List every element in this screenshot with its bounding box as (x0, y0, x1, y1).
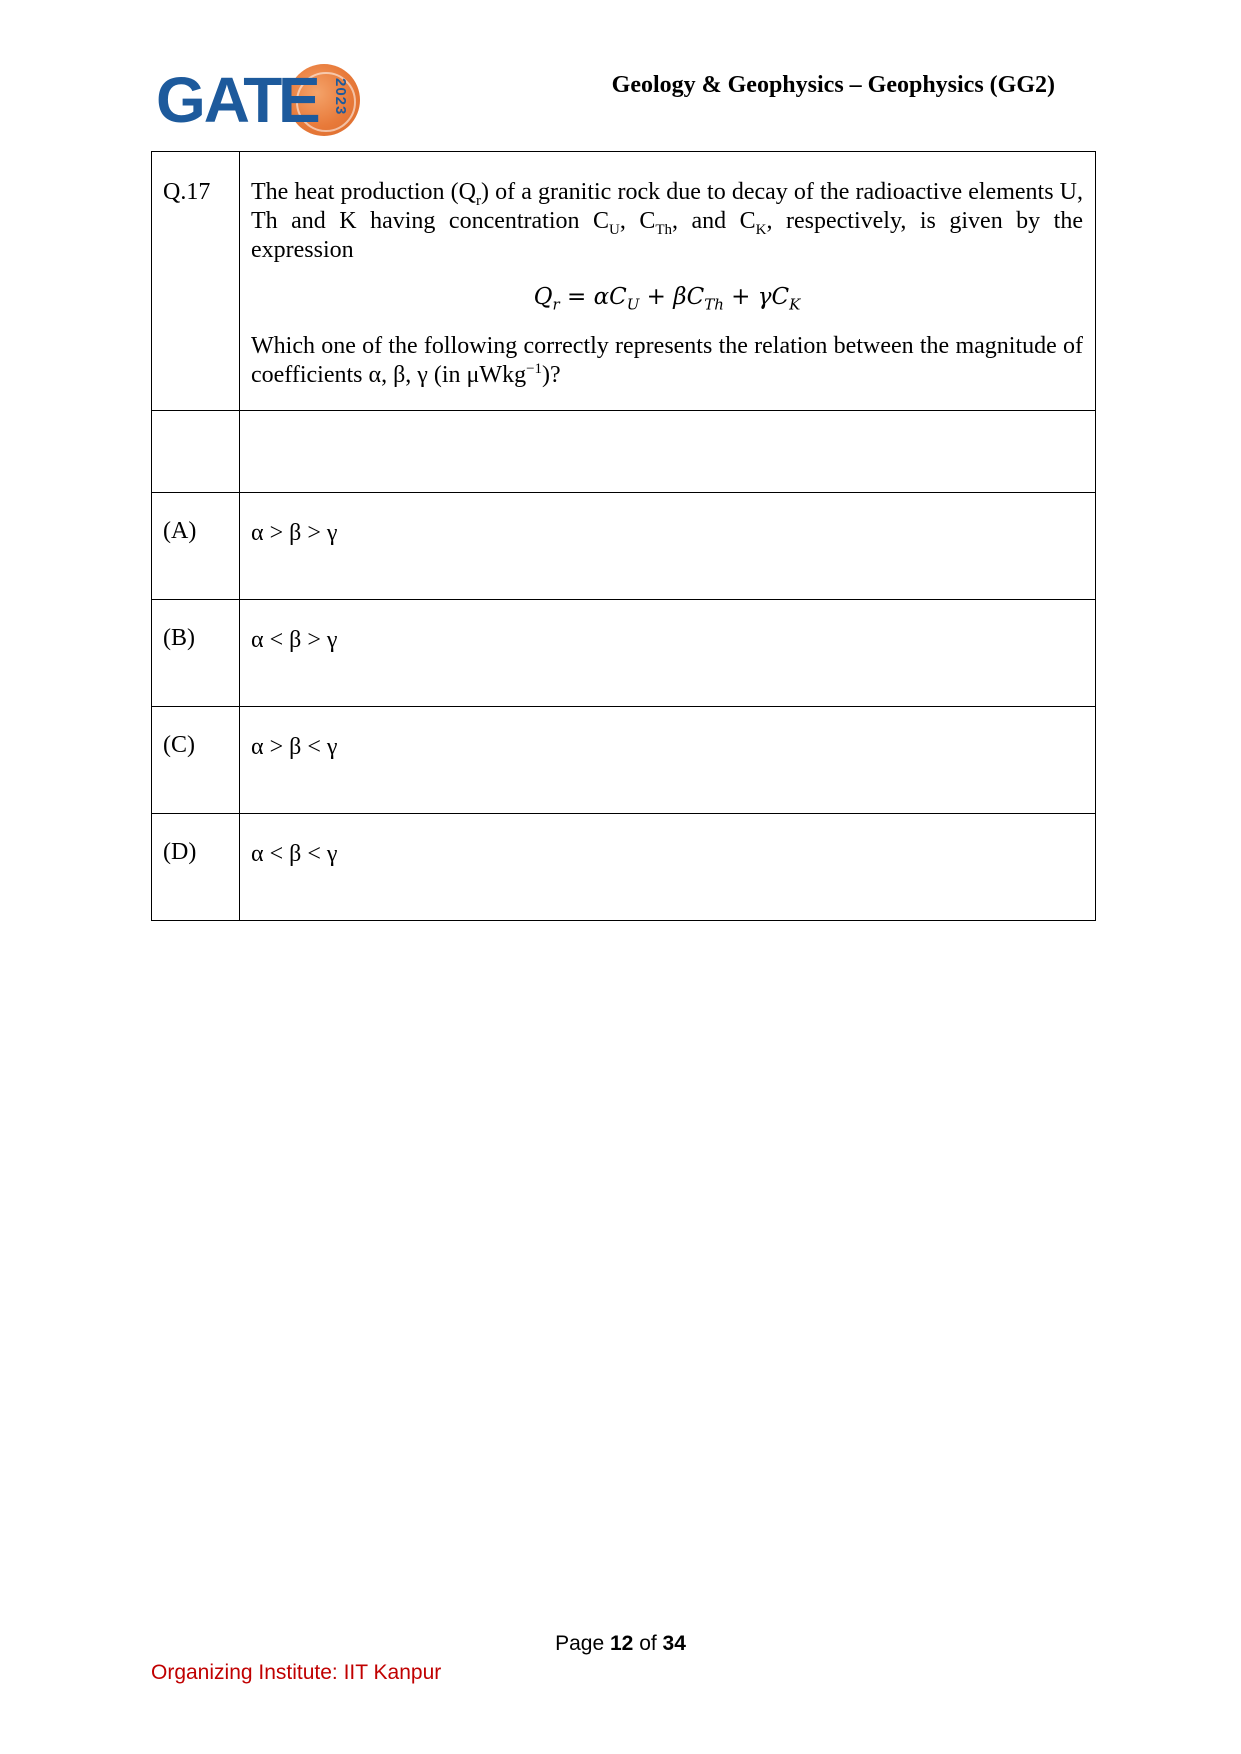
gate-logo (156, 60, 356, 140)
option-label: (D) (152, 814, 240, 921)
stem-text: The heat production $(Q_r)$ of a granitic rock due to decay of the radioactive elements U, Th and K having concentration $C_U$, $C_{Th}$, and $C_K$, respectively, is given by the expression (251, 179, 1083, 263)
option-row-c (152, 707, 1096, 814)
option-label: (C) (152, 707, 240, 814)
logo-letter-e: E (278, 64, 321, 136)
question-number: Q.17 (152, 152, 240, 411)
option-row-d (152, 814, 1096, 921)
page-number: Page 12 of 34 (555, 1632, 686, 1655)
option-text: α < β > γ (240, 600, 1096, 707)
option-text: α < β < γ (240, 814, 1096, 921)
question-stem (240, 152, 1096, 411)
question-row (152, 152, 1096, 411)
option-text: α > β < γ (240, 707, 1096, 814)
option-row-b (152, 600, 1096, 707)
option-label: (A) (152, 493, 240, 600)
heat-production-formula: $Q_r = \alpha C_U + \beta C_{Th} + \gamma C_K$ (533, 284, 801, 314)
question-table (151, 151, 1096, 921)
page-header (0, 0, 1241, 150)
question-prompt: Which one of the following correctly represents the relation between the magnitude of coefficients α, β, γ (in μWkg$^{-1}$)? (251, 333, 1083, 388)
blank-row (152, 411, 1096, 493)
logo-year: 2023 (332, 78, 349, 116)
paper-title: Geology & Geophysics – Geophysics (GG2) (611, 72, 1055, 98)
logo-text: GAT (156, 64, 281, 136)
option-row-a (152, 493, 1096, 600)
option-label: (B) (152, 600, 240, 707)
option-text: α > β > γ (240, 493, 1096, 600)
organizing-institute: Organizing Institute: IIT Kanpur (151, 1661, 442, 1684)
